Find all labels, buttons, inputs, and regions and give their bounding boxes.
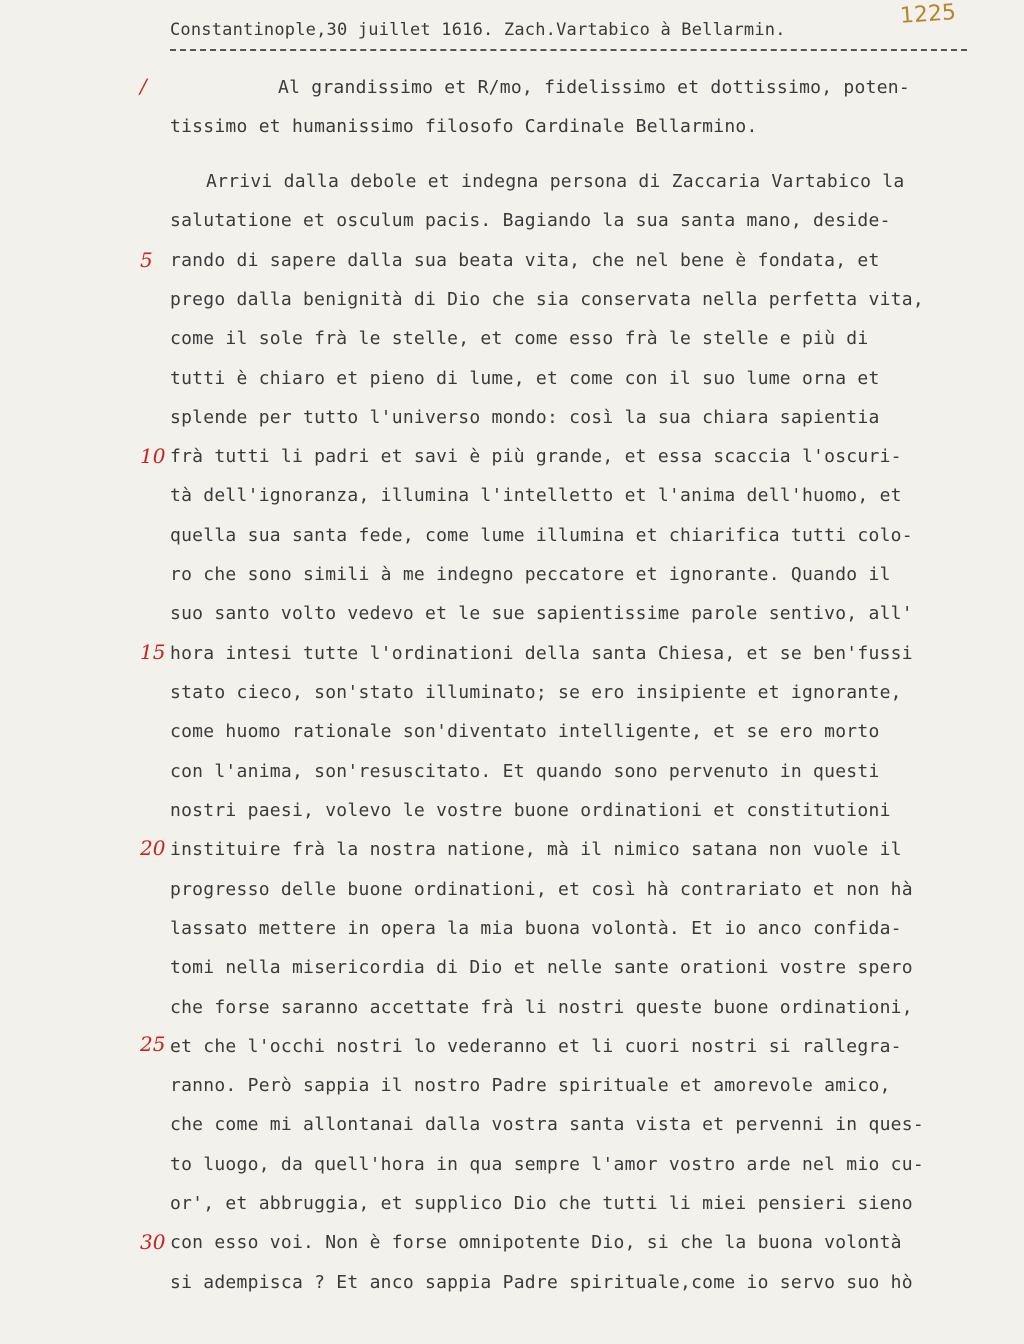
- text-line: ro che sono simili à me indegno peccatore et ignorante. Quando il: [170, 564, 891, 585]
- text-line: salutatione et osculum pacis. Bagiando la sua santa mano, deside-: [170, 210, 891, 231]
- text-line: progresso delle buone ordinationi, et così hà contrariato et non hà: [170, 879, 913, 900]
- text-line: or', et abbruggia, et supplico Dio che tutti li miei pensieri sieno: [170, 1193, 913, 1214]
- text-line: con esso voi. Non è forse omnipotente Dio, si che la buona volontà: [170, 1232, 902, 1253]
- text-line: tutti è chiaro et pieno di lume, et come con il suo lume orna et: [170, 368, 880, 389]
- text-line: come huomo rationale son'diventato intelligente, et se ero morto: [170, 721, 880, 742]
- text-line: instituire frà la nostra natione, mà il nimico satana non vuole il: [170, 839, 902, 860]
- text-line: hora intesi tutte l'ordinationi della santa Chiesa, et se ben'fussi: [170, 643, 913, 664]
- margin-mark: /: [140, 74, 147, 98]
- text-line: che come mi allontanai dalla vostra santa vista et pervenni in ques-: [170, 1114, 924, 1135]
- text-line: rando di sapere dalla sua beata vita, che nel bene è fondata, et: [170, 250, 880, 271]
- text-line: prego dalla benignità di Dio che sia conservata nella perfetta vita,: [170, 289, 924, 310]
- text-line: splende per tutto l'universo mondo: così la sua chiara sapientia: [170, 407, 880, 428]
- page-header: Constantinople,30 juillet 1616. Zach.Vartabico à Bellarmin.: [170, 20, 786, 40]
- text-line: che forse saranno accettate frà li nostri queste buone ordinationi,: [170, 997, 913, 1018]
- text-line: et che l'occhi nostri lo vederanno et li cuori nostri si rallegra-: [170, 1036, 902, 1057]
- text-line: con l'anima, son'resuscitato. Et quando sono pervenuto in questi: [170, 761, 880, 782]
- text-line: si adempisca ? Et anco sappia Padre spirituale,come io servo suo hò: [170, 1272, 913, 1293]
- margin-line-number: 20: [140, 836, 166, 860]
- text-line: suo santo volto vedevo et le sue sapientissime parole sentivo, all': [170, 603, 913, 624]
- text-line: tà dell'ignoranza, illumina l'intelletto et l'anima dell'huomo, et: [170, 485, 902, 506]
- text-line: stato cieco, son'stato illuminato; se ero insipiente et ignorante,: [170, 682, 902, 703]
- margin-line-number: 25: [140, 1032, 166, 1056]
- address-line: tissimo et humanissimo filosofo Cardinale Bellarmino.: [170, 116, 758, 137]
- text-line: nostri paesi, volevo le vostre buone ordinationi et constitutioni: [170, 800, 891, 821]
- text-line: tomi nella misericordia di Dio et nelle sante orationi vostre spero: [170, 957, 913, 978]
- page-number: 1225: [899, 0, 957, 29]
- text-line: come il sole frà le stelle, et come esso frà le stelle e più di: [170, 328, 869, 349]
- margin-line-number: 15: [140, 640, 166, 664]
- text-line: quella sua santa fede, come lume illumina et chiarifica tutti colo-: [170, 525, 913, 546]
- header-divider: [170, 49, 967, 51]
- text-line: Arrivi dalla debole et indegna persona di Zaccaria Vartabico la: [206, 171, 905, 192]
- text-line: to luogo, da quell'hora in qua sempre l'amor vostro arde nel mio cu-: [170, 1154, 924, 1175]
- text-line: lassato mettere in opera la mia buona volontà. Et io anco confida-: [170, 918, 902, 939]
- margin-line-number: 5: [140, 248, 153, 272]
- text-line: ranno. Però sappia il nostro Padre spirituale et amorevole amico,: [170, 1075, 891, 1096]
- address-line: Al grandissimo et R/mo, fidelissimo et dottissimo, poten-: [278, 77, 910, 98]
- text-line: frà tutti li padri et savi è più grande, et essa scaccia l'oscuri-: [170, 446, 902, 467]
- margin-line-number: 30: [140, 1230, 166, 1254]
- margin-line-number: 10: [140, 444, 166, 468]
